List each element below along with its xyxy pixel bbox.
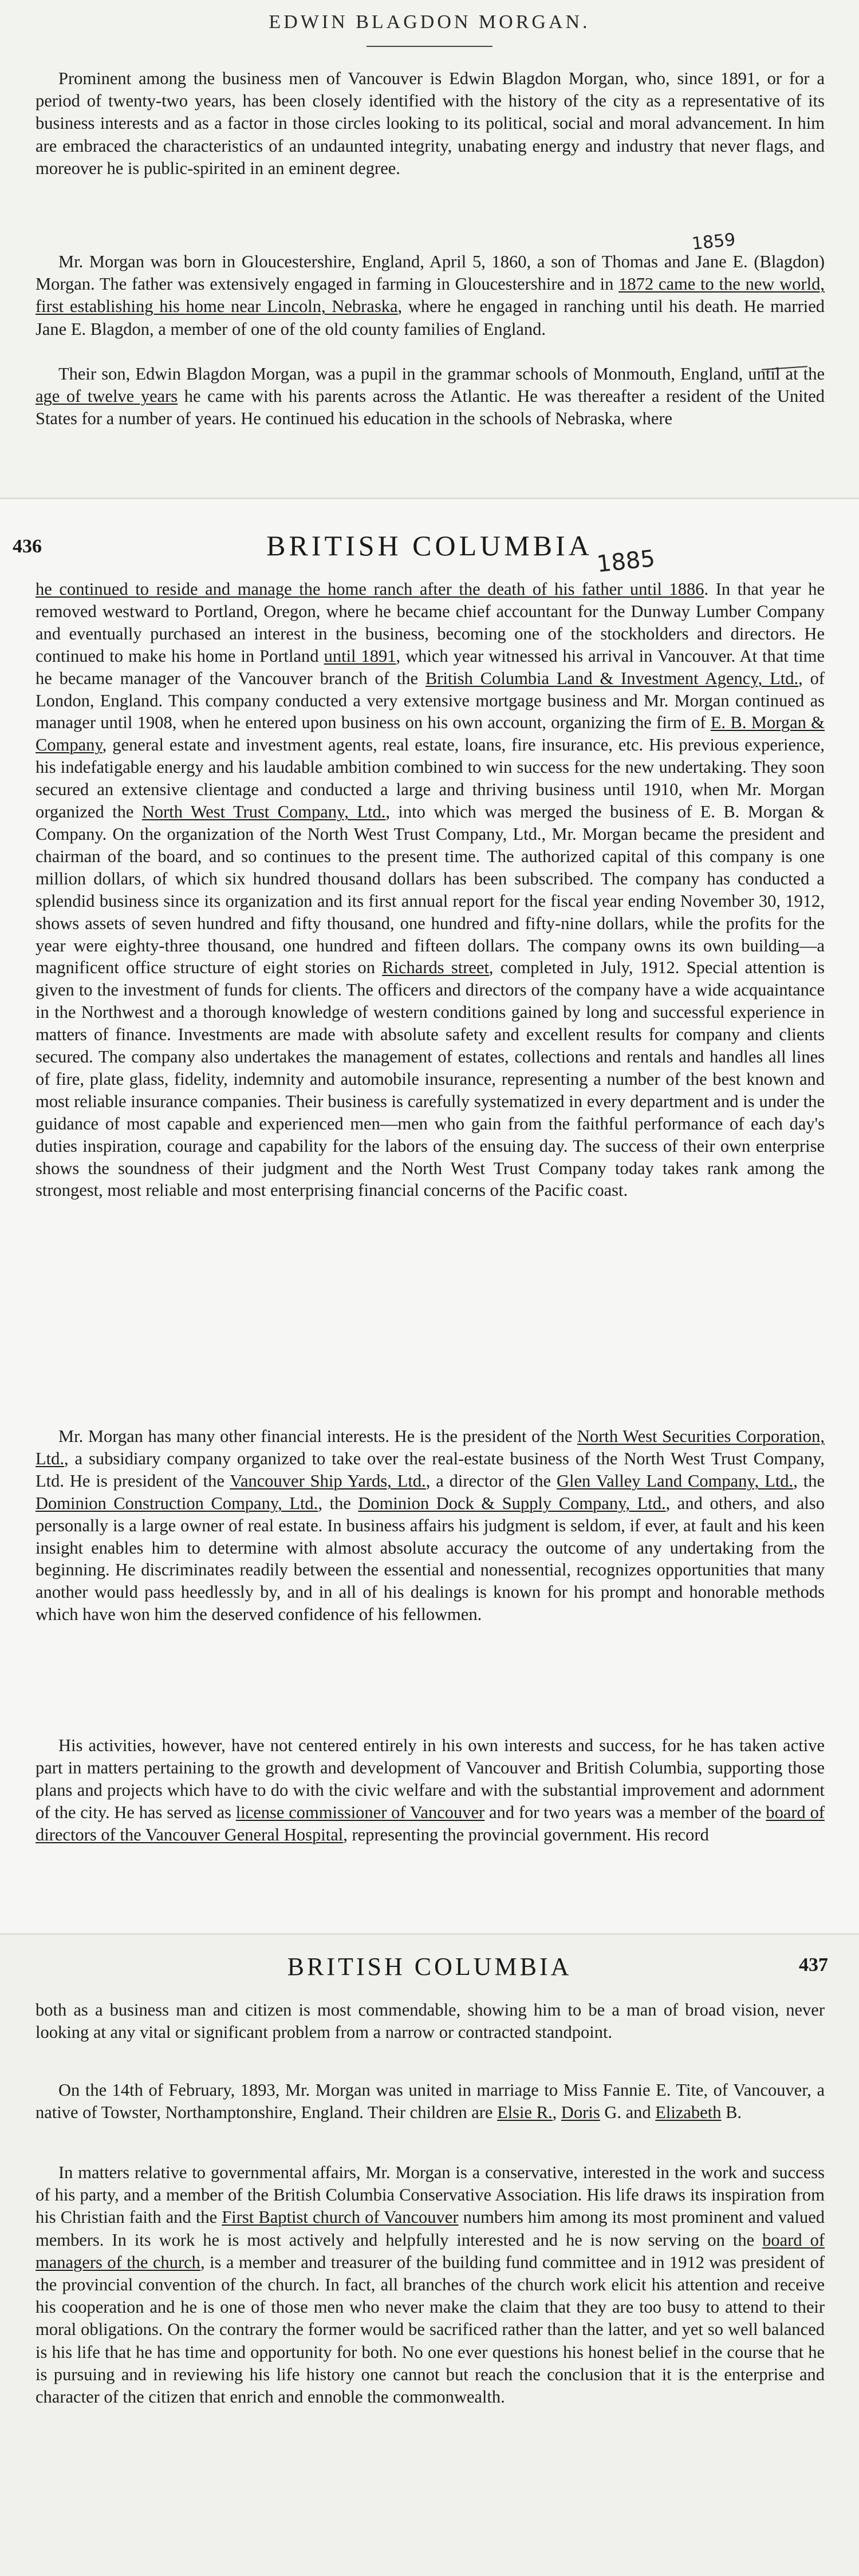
- paragraph-civic-activities: [36, 1735, 825, 1846]
- paragraph-religion-politics: [36, 2162, 825, 2408]
- handwritten-year-annotation: 1859: [691, 230, 736, 254]
- paragraph-marriage: [36, 2079, 825, 2124]
- civic-underlined-hospital: board of directors of the Vancouver General Hospital: [36, 1802, 825, 1844]
- interests-text-4: , the: [793, 1471, 825, 1491]
- career-underlined-trust-company: North West Trust Company, Ltd.: [141, 802, 386, 822]
- education-text-end: he came with his parents across the Atlantic. He was thereafter a resident of the United States for a number of years. He continued his education in the schools of Nebraska, where: [36, 386, 825, 429]
- marriage-underlined-elizabeth: Elizabeth: [655, 2103, 722, 2123]
- career-underlined-ranch: he continued to reside and manage the home ranch after the death of his father until 1886: [36, 579, 704, 599]
- career-text-1: . In that year he removed westward to Portland, Oregon, where he became chief accountant for the Dunway Lumber Company and eventually purchased an interest in the business, becoming one of the stockholders and directors. He continued to make his home in Portland: [36, 579, 825, 666]
- page-436: [0, 499, 859, 1935]
- marriage-underlined-elsie: Elsie R.: [497, 2103, 553, 2123]
- religion-text-3: , is a member and treasurer of the building fund committee and in 1912 was president of the provincial convention of the church. In fact, all branches of the church work elicit his attention and receive his cooperation and he is one of those men who never make the claim that they are too busy to attend to their moral obligations. On the contrary the former would be sacrificed rather than the latter, and yet so well balanced is his life that he has time and opportunity for both. No one ever questions his honest belief in the course that he is pursuing and in reviewing his life history one cannot but reach the conclusion that it is the enterprise and character of the citizen that enrich and ennoble the commonwealth.: [36, 2252, 825, 2407]
- paragraph-birth: [36, 251, 825, 341]
- paragraph-introduction: Prominent among the business men of Vancouver is Edwin Blagdon Morgan, who, since 1891, or for a period of twenty-two years, has been closely identified with the history of the city as a representative of its business interests and as a factor in those circles looking to its political, social and moral advancement. In him are embraced the characteristics of an undaunted integrity, unabating energy and industry that never flags, and moreover he is public-spirited in an eminent degree.: [36, 69, 825, 178]
- career-text-5: , into which was merged the business of E. B. Morgan & Company. On the organization of the North West Trust Company, Ltd., Mr. Morgan became the president and chairman of the board, and so continues to the present time. The authorized capital of this company is one million dollars, of which six hundred thousand dollars has been subscribed. The company has conducted a splendid business since its organization and its first annual report for the fiscal year ending November 30, 1912, shows assets of seven hundred and fifty thousand, one hundred and fifty-nine dollars, while the profits for the year were eighty-three thousand, one hundred and fifteen dollars. The company owns its own building—a magnificent office structure of eight stories on: [36, 802, 825, 978]
- marriage-text-4: B.: [721, 2103, 742, 2123]
- religion-text-1: In matters relative to governmental affairs, Mr. Morgan is a conservative, interested in the work and success of his party, and a member of the British Columbia Conservative Association. His life draws its inspiration from his Christian faith and the: [36, 2163, 825, 2227]
- birth-text-start: Mr. Morgan was born in Gloucestershire, England, April 5, 1860, a son of Thomas and Jane E. (Blagdon) Morgan. The father was extensively engaged in farming in Gloucestershire and in: [36, 252, 825, 294]
- paragraph-education: [36, 363, 825, 430]
- marriage-text-1: On the 14th of February, 1893, Mr. Morgan was united in marriage to Miss Fannie E. Tite, of Vancouver, a native of Towster, Northamptonshire, England. Their children are: [36, 2080, 825, 2123]
- interests-underlined-construction: Dominion Construction Company, Ltd.: [36, 1493, 318, 1513]
- career-underlined-agency: British Columbia Land & Investment Agency, Ltd.: [425, 668, 799, 688]
- education-underlined-age: age of twelve years: [36, 386, 178, 406]
- page-number: 436: [13, 536, 42, 557]
- career-text-3: , of London, England. This company conducted a very extensive mortgage business and Mr. Morgan continued as manager until 1908, when he entered upon business on his own account, organizing the firm of: [36, 668, 825, 733]
- religion-underlined-church: First Baptist church of Vancouver: [222, 2207, 459, 2227]
- interests-text-2: , a subsidiary company organized to take over the real-estate business of the North West Trust Company, Ltd. He is president of the: [36, 1448, 825, 1491]
- civic-text-2: and for two years was a member of the: [484, 1802, 766, 1822]
- birth-text-end: , where he engaged in ranching until his death. He married Jane E. Blagdon, a member of one of the old county families of England.: [36, 297, 825, 339]
- interests-underlined-glen-valley: Glen Valley Land Company, Ltd.: [556, 1471, 794, 1491]
- interests-text-6: , and others, and also personally is a large owner of real estate. In business affairs his judgment is seldom, if ever, at fault and his keen insight enables him to determine with almost absolute accuracy the outcome of any undertaking from the beginning. He discriminates readily between the essential and nonessential, recognizes opportunities that many another would pass heedlessly by, and in all of his dealings is known for his prompt and honorable methods which have won him the deserved confidence of his fellowmen.: [36, 1493, 825, 1625]
- marriage-text-2: ,: [552, 2103, 561, 2123]
- religion-text-2: numbers him among its most prominent and valued members. In its work he is most actively and helpfully interested and he is now serving on the: [36, 2207, 825, 2250]
- career-text-6: , completed in July, 1912. Special attention is given to the investment of funds for clients. The officers and directors of the company have a wide acquaintance in the Northwest and a thorough knowledge of western conditions gained by long and successful experience in matters of finance. Investments are made with absolute safety and excellent results for company and clients secured. The company also undertakes the management of estates, collections and rentals and handles all lines of fire, plate glass, fidelity, indemnity and automobile insurance, representing a number of the best known and most reliable insurance companies. Their business is carefully systematized in every department and is under the guidance of most capable and experienced men—men who gain from the faithful performance of each day's duties inspiration, courage and capability for the labors of the ensuing day. The success of their own enterprise shows the soundness of their judgment and the North West Trust Company today takes rank among the strongest, most reliable and most enterprising financial concerns of the Pacific coast.: [36, 958, 825, 1200]
- education-text-start: Their son, Edwin Blagdon Morgan, was a pupil in the grammar schools of Monmouth, England, until at the: [58, 364, 825, 384]
- marriage-text-3: G. and: [600, 2103, 656, 2123]
- interests-underlined-securities: North West Securities Corporation, Ltd.: [36, 1427, 825, 1468]
- civic-text-3: , representing the provincial government. His record: [343, 1824, 709, 1844]
- handwritten-year-annotation: 1885: [595, 545, 656, 578]
- career-underlined-1891: until 1891: [324, 646, 396, 666]
- interests-text-5: , the: [318, 1493, 358, 1513]
- career-underlined-street: Richards street: [382, 958, 489, 978]
- title-rule: [367, 46, 492, 47]
- interests-text-1: Mr. Morgan has many other financial interests. He is the president of the: [58, 1427, 577, 1446]
- birth-underlined-emigration: 1872 came to the new world, first establishing his home near Lincoln, Nebraska: [36, 274, 825, 317]
- career-text-2: , which year witnessed his arrival in Vancouver. At that time he became manager of the Vancouver branch of the: [36, 646, 825, 688]
- interests-underlined-shipyards: Vancouver Ship Yards, Ltd.: [230, 1471, 426, 1491]
- paragraph-record-continued: both as a business man and citizen is most commendable, showing him to be a man of broad vision, never looking at any vital or significant problem from a narrow or contracted standpoint.: [36, 2000, 825, 2042]
- interests-underlined-dock: Dominion Dock & Supply Company, Ltd.: [358, 1493, 666, 1513]
- marriage-underlined-doris: Doris: [561, 2103, 600, 2123]
- religion-underlined-board: board of managers of the church: [36, 2230, 825, 2272]
- career-text-4: , general estate and investment agents, real estate, loans, fire insurance, etc. His previous experience, his indefatigable energy and his laudable ambition combined to win success for the new undertaking. They soon secured an extensive clientage and conducted a large and thriving business until 1910, when Mr. Morgan organized the: [36, 735, 825, 822]
- paragraph-business-career: [36, 578, 825, 1202]
- interests-text-3: , a director of the: [425, 1471, 557, 1491]
- page-fragment-top: [0, 0, 859, 499]
- paragraph-financial-interests: [36, 1425, 825, 1626]
- running-head: BRITISH COLUMBIA: [287, 1953, 572, 1981]
- civic-text-1: His activities, however, have not centered entirely in his own interests and success, for he has taken active part in matters pertaining to the growth and development of Vancouver and British Columbia, supporting those plans and projects which have to do with the civic welfare and with the substantial improvement and adornment of the city. He has served as: [36, 1736, 825, 1822]
- civic-underlined-commissioner: license commissioner of Vancouver: [235, 1802, 485, 1822]
- career-underlined-firm: E. B. Morgan & Company: [36, 713, 825, 755]
- running-head: BRITISH COLUMBIA: [266, 530, 593, 562]
- page-number: 437: [799, 1954, 828, 1976]
- page-437: [0, 1935, 859, 2576]
- article-title: EDWIN BLAGDON MORGAN.: [269, 11, 590, 33]
